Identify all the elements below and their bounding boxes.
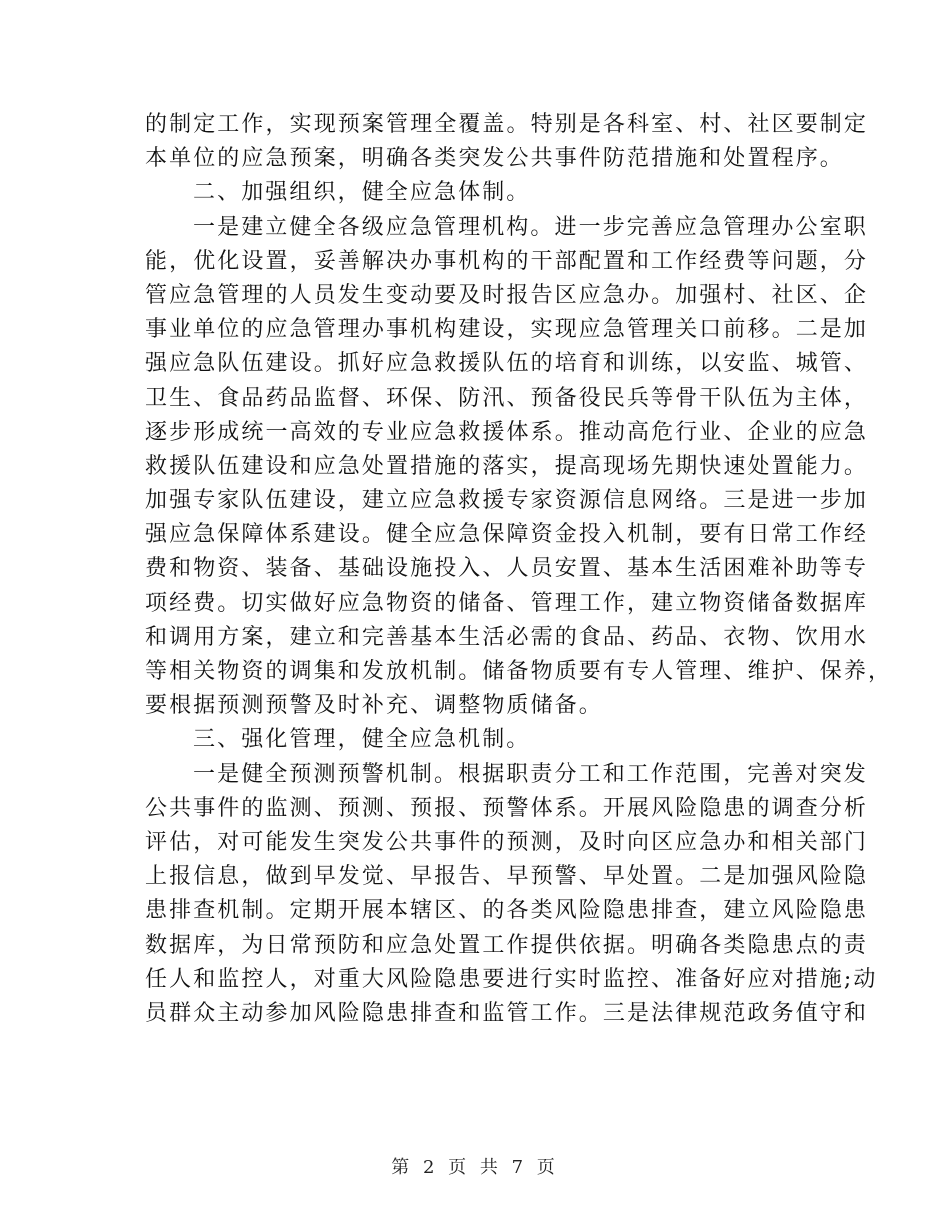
text-line: 的制定工作，实现预案管理全覆盖。特别是各科室、村、社区要制定: [145, 112, 869, 137]
text-line: 项经费。切实做好应急物资的储备、管理工作，建立物资储备数据库: [145, 590, 869, 616]
text-line: 任人和监控人，对重大风险隐患要进行实时监控、准备好应对措施;动: [145, 966, 878, 992]
text-line: 加强专家队伍建设，建立应急救援专家资源信息网络。三是进一步加: [145, 488, 869, 514]
text-line: 强应急队伍建设。抓好应急救援队伍的培育和训练，以安监、城管、: [145, 351, 869, 377]
text-line: 员群众主动参加风险隐患排查和监管工作。三是法律规范政务值守和: [145, 1000, 869, 1026]
text-line: 能，优化设置，妥善解决办事机构的干部配置和工作经费等问题，分: [145, 248, 869, 274]
text-line: 三、强化管理，健全应急机制。: [193, 727, 531, 753]
page-footer: 第 2 页 共 7 页: [391, 1157, 559, 1178]
text-line: 逐步形成统一高效的专业应急救援体系。推动高危行业、企业的应急: [145, 419, 869, 445]
text-line: 要根据预测预警及时补充、调整物质储备。: [145, 693, 603, 719]
text-line: 费和物资、装备、基础设施投入、人员安置、基本生活困难补助等专: [145, 556, 869, 582]
text-line: 二、加强组织，健全应急体制。: [193, 180, 531, 206]
text-line: 数据库，为日常预防和应急处置工作提供依据。明确各类隐患点的责: [145, 932, 869, 958]
text-line: 事业单位的应急管理办事机构建设，实现应急管理关口前移。二是加: [145, 317, 869, 343]
document-body: [145, 108, 893, 1031]
text-line: 等相关物资的调集和发放机制。储备物质要有专人管理、维护、保养，: [145, 659, 893, 684]
text-line: 救援队伍建设和应急处置措施的落实，提高现场先期快速处置能力。: [145, 453, 869, 479]
text-line: 一是建立健全各级应急管理机构。进一步完善应急管理办公室职: [193, 214, 868, 240]
text-line: 公共事件的监测、预测、预报、预警体系。开展风险隐患的调查分析: [145, 795, 869, 821]
text-line: 患排查机制。定期开展本辖区、的各类风险隐患排查，建立风险隐患: [145, 898, 869, 924]
text-line: 卫生、食品药品监督、环保、防汛、预备役民兵等骨干队伍为主体，: [145, 385, 869, 411]
text-line: 和调用方案，建立和完善基本生活必需的食品、药品、衣物、饮用水: [145, 624, 869, 650]
text-line: 一是健全预测预警机制。根据职责分工和工作范围，完善对突发: [193, 761, 868, 787]
text-line: 强应急保障体系建设。健全应急保障资金投入机制，要有日常工作经: [145, 522, 869, 548]
text-line: 管应急管理的人员发生变动要及时报告区应急办。加强村、社区、企: [145, 282, 869, 308]
text-line: 上报信息，做到早发觉、早报告、早预警、早处置。二是加强风险隐: [145, 864, 869, 890]
text-line: 评估，对可能发生突发公共事件的预测，及时向区应急办和相关部门: [145, 829, 869, 855]
text-line: 本单位的应急预案，明确各类突发公共事件防范措施和处置程序。: [145, 146, 844, 172]
